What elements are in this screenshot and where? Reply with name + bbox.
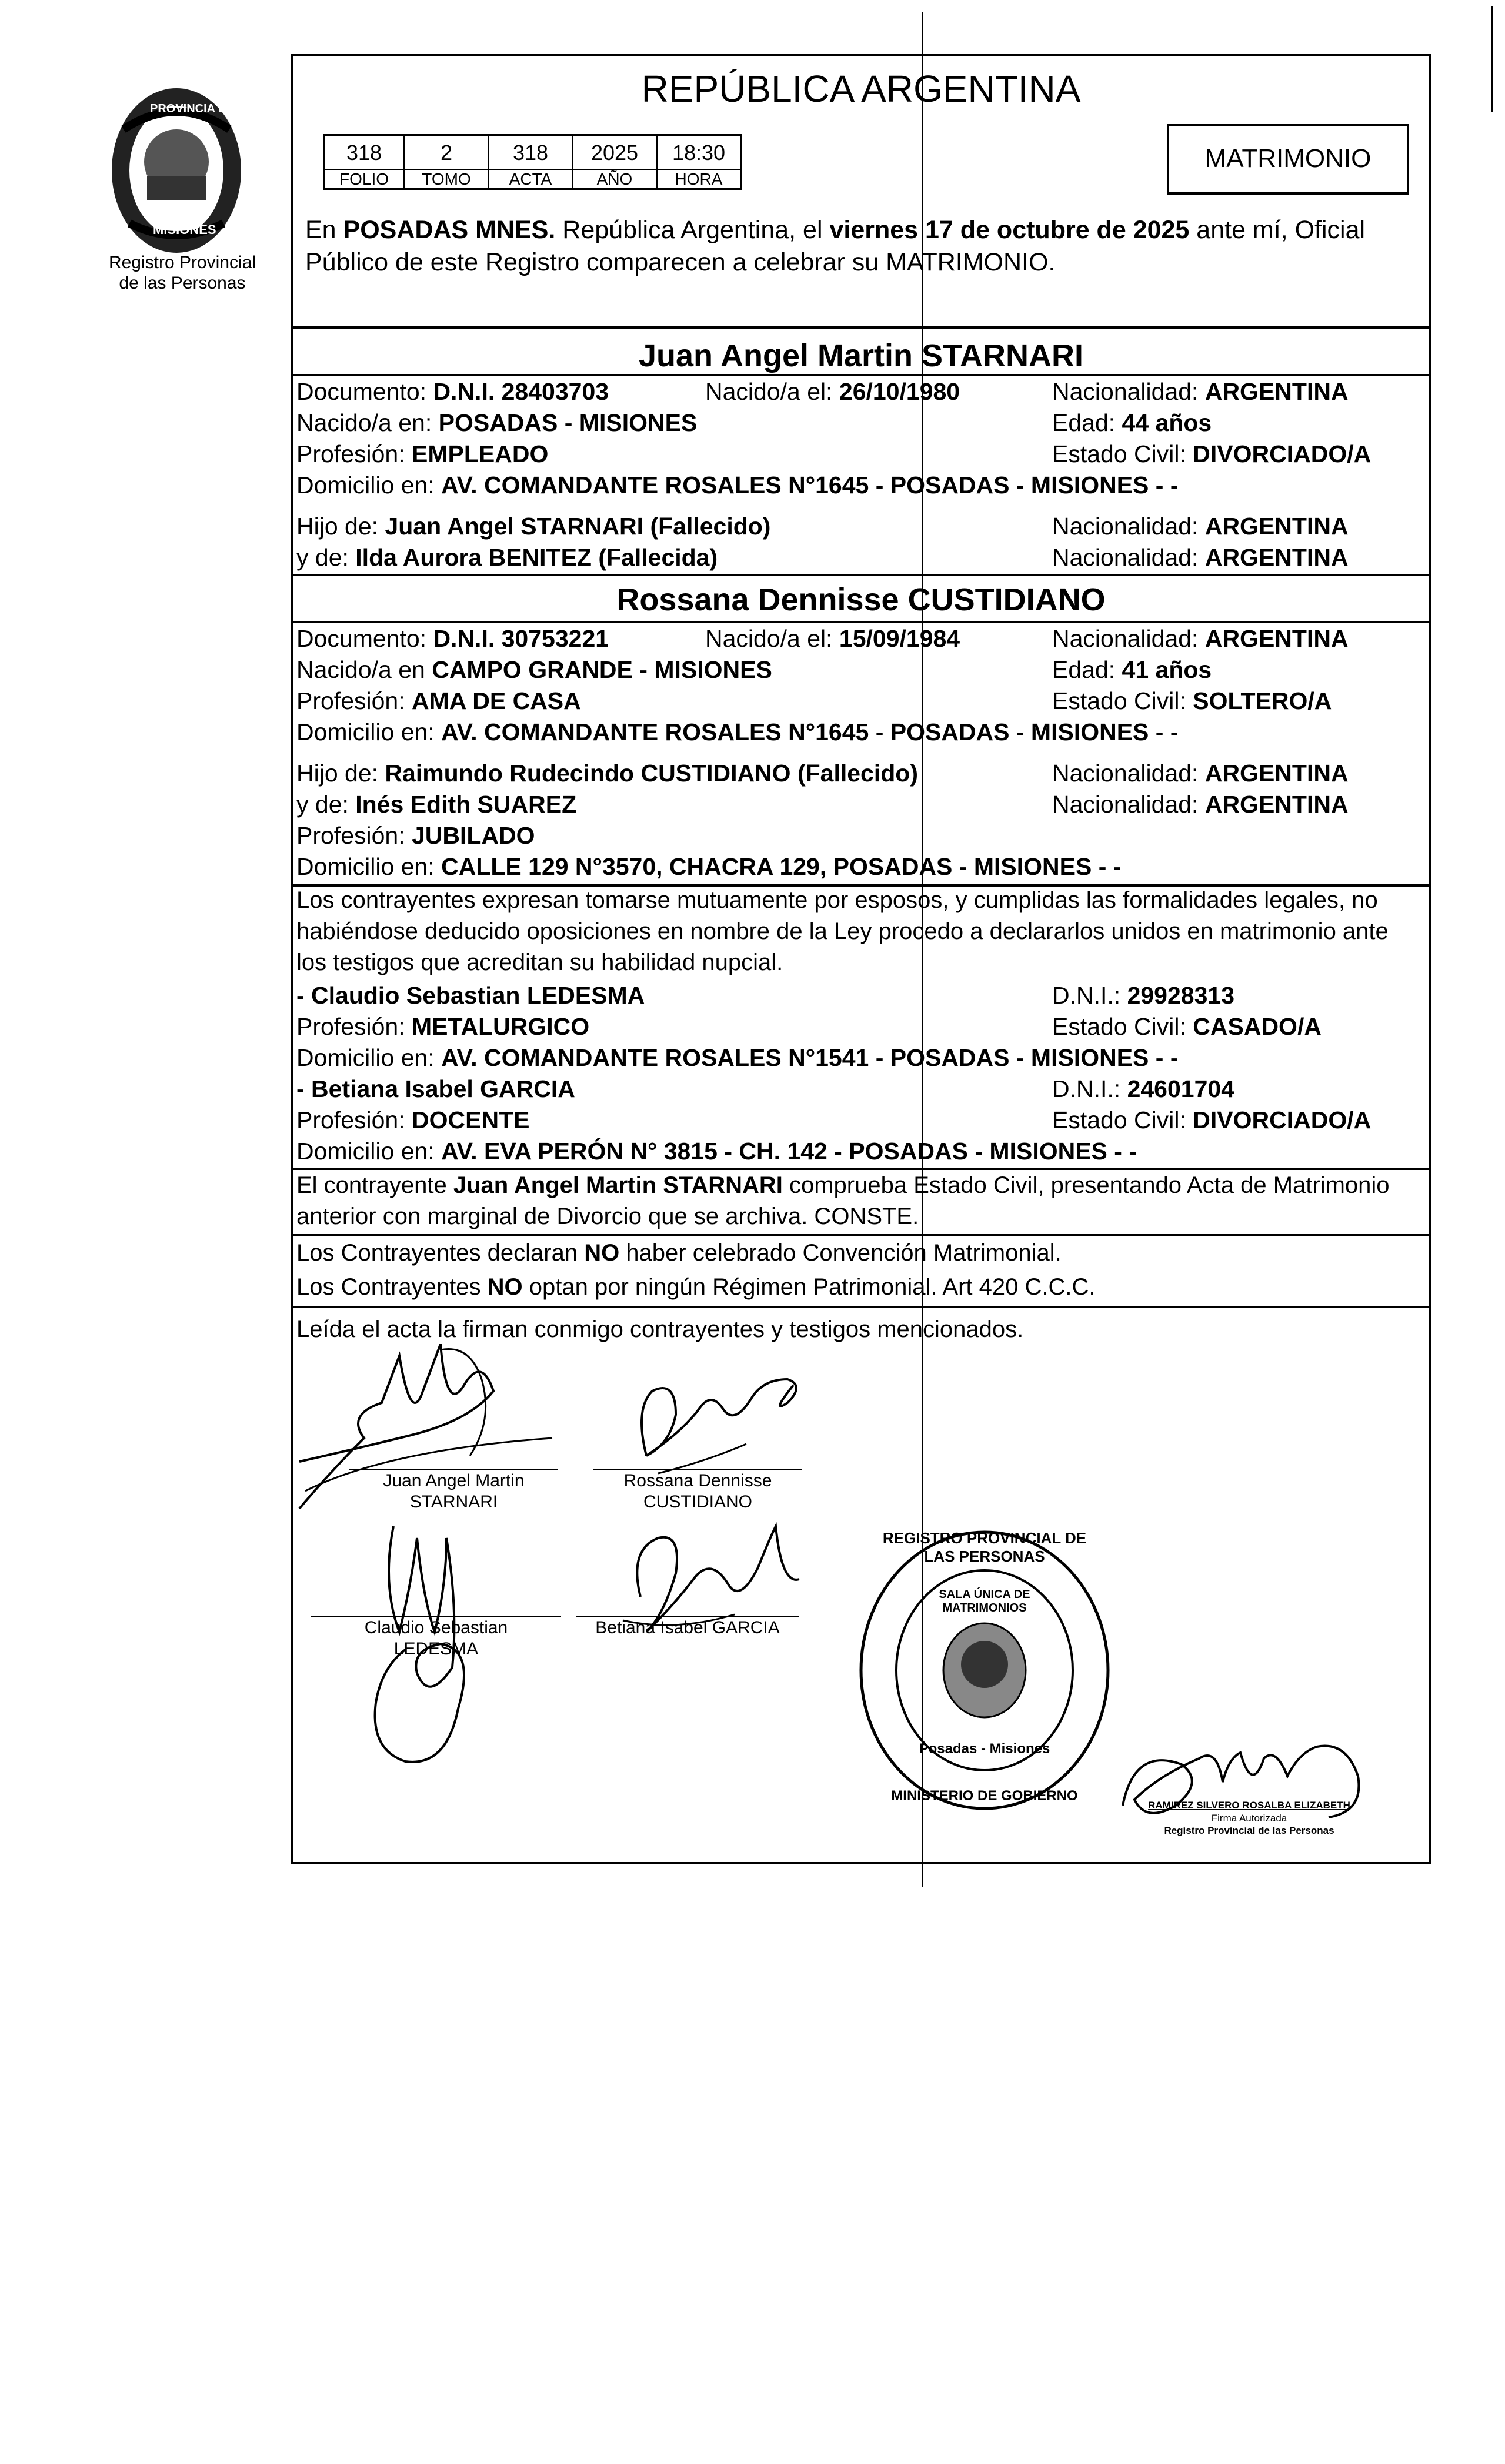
stamp-outer-text: REGISTRO PROVINCIAL DE LAS PERSONAS xyxy=(882,1529,1087,1565)
groom-signature-caption-1: Juan Angel Martin xyxy=(383,1471,525,1490)
groom-mother-nationality: Nacionalidad: ARGENTINA xyxy=(1052,544,1349,571)
groom-father-nationality: Nacionalidad: ARGENTINA xyxy=(1052,513,1349,540)
bride-mother-address: Domicilio en: CALLE 129 N°3570, CHACRA 129, POSADAS - MISIONES - - xyxy=(296,853,1122,880)
logo-seal-bottom-text: MISIONES xyxy=(153,222,216,237)
witness-2-address: Domicilio en: AV. EVA PERÓN N° 3815 - CH. 142 - POSADAS - MISIONES - - xyxy=(296,1138,1137,1165)
bride-mother-nationality: Nacionalidad: ARGENTINA xyxy=(1052,791,1349,818)
country-title: REPÚBLICA ARGENTINA xyxy=(641,68,1081,110)
stamp-ministry-text: MINISTERIO DE GOBIERNO xyxy=(891,1788,1078,1804)
divider xyxy=(293,374,1430,376)
officer-role: Firma Autorizada xyxy=(1211,1813,1287,1824)
folio-value: 318 xyxy=(323,134,405,170)
civil-status-note-line-2: anterior con marginal de Divorcio que se archiva. CONSTE. xyxy=(296,1203,919,1229)
right-margin-mark xyxy=(1491,6,1493,112)
witness-2-signature xyxy=(617,1514,811,1644)
divider xyxy=(293,621,1430,623)
marriage-certificate-frame xyxy=(291,54,1431,1864)
groom-civil-status: Estado Civil: DIVORCIADO/A xyxy=(1052,440,1371,467)
folio-label: FOLIO xyxy=(323,169,405,190)
intro-text: ante mí, Oficial xyxy=(1189,216,1366,244)
bride-birthdate: Nacido/a el: 15/09/1984 xyxy=(705,625,960,652)
witness-1-profession: Profesión: METALURGICO xyxy=(296,1013,590,1040)
witness-1-signature xyxy=(358,1514,511,1767)
acta-label: ACTA xyxy=(488,169,573,190)
witness-2-signature-caption: Betiana Isabel GARCIA xyxy=(595,1618,780,1637)
witness-1-address: Domicilio en: AV. COMANDANTE ROSALES N°1541 - POSADAS - MISIONES - - xyxy=(296,1044,1179,1071)
bride-nationality: Nacionalidad: ARGENTINA xyxy=(1052,625,1349,652)
groom-name: Juan Angel Martin STARNARI xyxy=(638,338,1084,373)
bride-address: Domicilio en: AV. COMANDANTE ROSALES N°1645 - POSADAS - MISIONES - - xyxy=(296,718,1179,745)
officer-stamp xyxy=(1120,1800,1379,1840)
groom-father: Hijo de: Juan Angel STARNARI (Fallecido) xyxy=(296,513,771,540)
intro-date: viernes 17 de octubre de 2025 xyxy=(829,216,1190,244)
declaration-line-2: habiéndose deducido oposiciones en nombre de la Ley procedo a declararlos unidos en matrimonio ante xyxy=(296,918,1389,944)
tomo-value: 2 xyxy=(403,134,489,170)
witness-1-signature-caption-1: Claudio Sebastian xyxy=(364,1618,508,1637)
bride-signature-caption-2: CUSTIDIANO xyxy=(643,1492,752,1512)
convention-statement: Los Contrayentes declaran NO haber celebrado Convención Matrimonial. xyxy=(296,1240,1062,1266)
groom-document: Documento: D.N.I. 28403703 xyxy=(296,378,609,405)
declaration-line-3: los testigos que acreditan su habilidad nupcial. xyxy=(296,950,783,975)
witness-2-dni: D.N.I.: 24601704 xyxy=(1052,1075,1234,1102)
groom-nationality: Nacionalidad: ARGENTINA xyxy=(1052,378,1349,405)
officer-name: RAMIREZ SILVERO ROSALBA ELIZABETH xyxy=(1148,1800,1350,1811)
groom-birthplace: Nacido/a en: POSADAS - MISIONES xyxy=(296,409,698,436)
bride-name: Rossana Dennisse CUSTIDIANO xyxy=(616,582,1106,617)
groom-signature xyxy=(293,1344,564,1509)
registry-stamp-icon xyxy=(846,1523,1123,1817)
groom-address: Domicilio en: AV. COMANDANTE ROSALES N°1645 - POSADAS - MISIONES - - xyxy=(296,472,1179,499)
act-type-box xyxy=(1167,124,1409,195)
divider xyxy=(293,326,1430,329)
bride-mother-profession: Profesión: JUBILADO xyxy=(296,822,535,849)
logo-seal-top-text: PROVINCIA DE xyxy=(150,102,235,115)
divider xyxy=(293,1234,1430,1236)
divider xyxy=(293,574,1430,576)
bride-civil-status: Estado Civil: SOLTERO/A xyxy=(1052,687,1332,714)
closing-statement: Leída el acta la firman conmigo contrayentes y testigos mencionados. xyxy=(296,1316,1024,1342)
civil-status-note-line-1: El contrayente Juan Angel Martin STARNARI comprueba Estado Civil, presentando Acta de Matrimonio xyxy=(296,1172,1390,1198)
divider xyxy=(293,1168,1430,1170)
official-stamp xyxy=(846,1523,1123,1817)
bride-birthplace: Nacido/a en CAMPO GRANDE - MISIONES xyxy=(296,656,772,683)
year-value: 2025 xyxy=(572,134,658,170)
groom-birthdate: Nacido/a el: 26/10/1980 xyxy=(705,378,960,405)
bride-father-nationality: Nacionalidad: ARGENTINA xyxy=(1052,760,1349,787)
logo-caption-line1: Registro Provincial xyxy=(108,253,256,272)
registry-logo xyxy=(82,82,271,300)
intro-text: En xyxy=(305,216,343,244)
act-type-label: MATRIMONIO xyxy=(1204,144,1371,173)
hour-value: 18:30 xyxy=(656,134,742,170)
intro-line-2: Público de este Registro comparecen a celebrar su MATRIMONIO. xyxy=(305,248,1056,276)
witness-2-name: - Betiana Isabel GARCIA xyxy=(296,1075,575,1102)
bride-father: Hijo de: Raimundo Rudecindo CUSTIDIANO (Fallecido) xyxy=(296,760,918,787)
groom-mother: y de: Ilda Aurora BENITEZ (Fallecida) xyxy=(296,544,718,571)
groom-signature-caption-2: STARNARI xyxy=(409,1492,498,1512)
bride-age: Edad: 41 años xyxy=(1052,656,1212,683)
acta-value: 318 xyxy=(488,134,573,170)
witness-2-civil-status: Estado Civil: DIVORCIADO/A xyxy=(1052,1106,1371,1134)
year-label: AÑO xyxy=(572,169,658,190)
hour-label: HORA xyxy=(656,169,742,190)
officer-org: Registro Provincial de las Personas xyxy=(1164,1825,1334,1836)
divider xyxy=(293,1306,1430,1308)
bride-signature xyxy=(611,1356,811,1485)
groom-profession: Profesión: EMPLEADO xyxy=(296,440,549,467)
witness-1-signature-caption-2: LEDESMA xyxy=(393,1639,479,1659)
bride-mother: y de: Inés Edith SUAREZ xyxy=(296,791,577,818)
declaration-line-1: Los contrayentes expresan tomarse mutuamente por esposos, y cumplidas las formalidades legales, no xyxy=(296,887,1378,913)
logo-caption-line2: de las Personas xyxy=(119,273,246,293)
bride-document: Documento: D.N.I. 30753221 xyxy=(296,625,609,652)
tomo-label: TOMO xyxy=(403,169,489,190)
bride-profession: Profesión: AMA DE CASA xyxy=(296,687,581,714)
witness-1-dni: D.N.I.: 29928313 xyxy=(1052,982,1234,1009)
witness-1-civil-status: Estado Civil: CASADO/A xyxy=(1052,1013,1322,1040)
regime-statement: Los Contrayentes NO optan por ningún Régimen Patrimonial. Art 420 C.C.C. xyxy=(296,1274,1096,1300)
intro-place: POSADAS MNES. xyxy=(343,216,556,244)
bride-signature-caption-1: Rossana Dennisse xyxy=(623,1471,772,1490)
stamp-city-text: Posadas - Misiones xyxy=(919,1741,1050,1757)
stamp-inner-text: SALA ÚNICA DE MATRIMONIOS xyxy=(939,1588,1030,1614)
intro-line-1 xyxy=(305,215,1365,245)
witness-2-profession: Profesión: DOCENTE xyxy=(296,1106,530,1134)
groom-age: Edad: 44 años xyxy=(1052,409,1212,436)
intro-text: República Argentina, el xyxy=(555,216,830,244)
witness-1-name: - Claudio Sebastian LEDESMA xyxy=(296,982,645,1009)
